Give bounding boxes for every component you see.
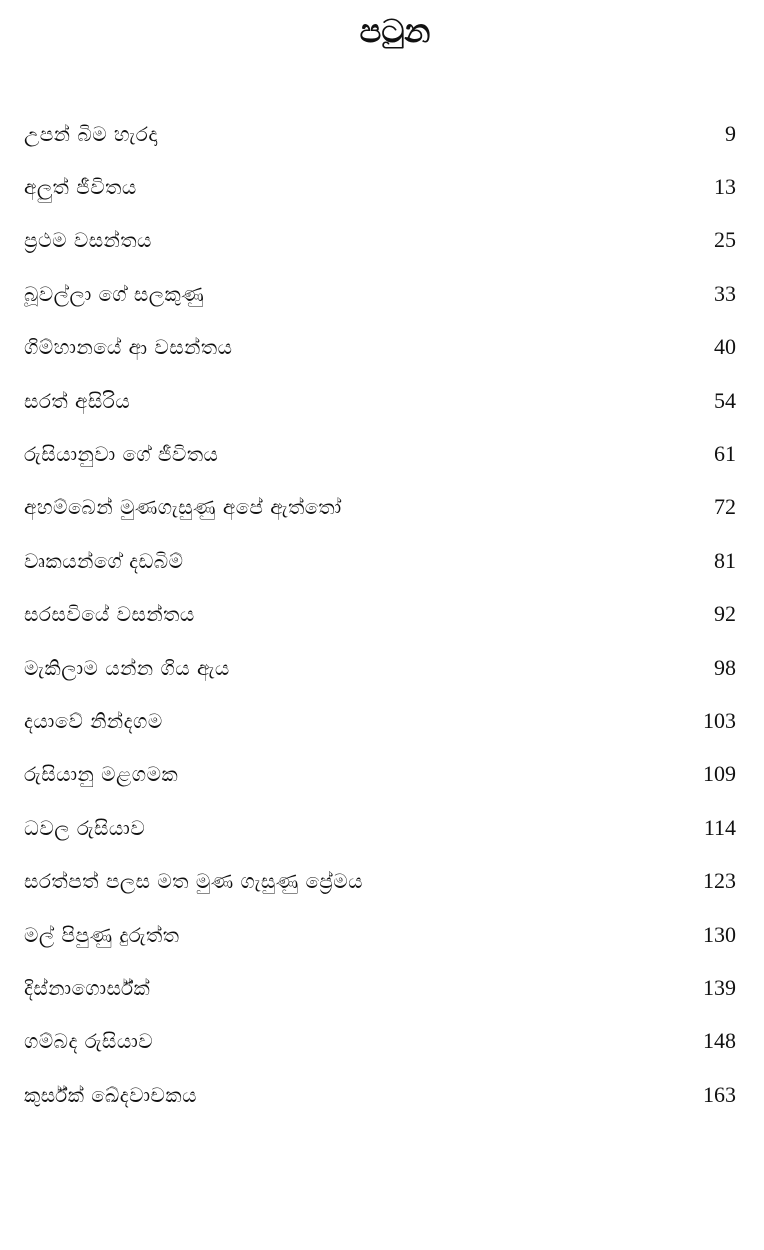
toc-entry-page: 130 xyxy=(703,921,736,947)
toc-entry-title: වෘකයන්ගේ දඩබිම් xyxy=(24,548,184,573)
toc-entry-title: සරත්පත් පලස මත මුණ ගැසුණු ප්‍රේමය xyxy=(24,869,364,894)
toc-entry-page: 25 xyxy=(714,227,736,253)
toc-entry xyxy=(24,694,736,747)
toc-entry xyxy=(24,481,736,534)
toc-entry xyxy=(24,160,736,213)
toc-entry-page: 98 xyxy=(714,654,736,680)
toc-entry-page: 109 xyxy=(703,761,736,787)
toc-entry xyxy=(24,908,736,961)
toc-entry-page: 148 xyxy=(703,1028,736,1054)
toc-entry-page: 33 xyxy=(714,280,736,306)
toc-entry-title: ධවල රුසියාව xyxy=(24,815,146,840)
toc-entry xyxy=(24,748,736,801)
toc-entry xyxy=(24,801,736,854)
toc-entry-title: රුසියානුවා ගේ ජීවිතය xyxy=(24,442,219,467)
toc-entry xyxy=(24,427,736,480)
toc-entry-title: රුසියානු මළගමක xyxy=(24,762,179,787)
toc-entry xyxy=(24,854,736,907)
toc-entry-title: ගිම්හානයේ ආ වසන්තය xyxy=(24,335,233,360)
toc-entry xyxy=(24,534,736,587)
toc-entry-page: 92 xyxy=(714,601,736,627)
toc-entry xyxy=(24,1068,736,1121)
toc-entry-page: 163 xyxy=(703,1081,736,1107)
toc-entry-page: 40 xyxy=(714,334,736,360)
toc-entry-title: දයාවේ නින්දගම xyxy=(24,708,163,733)
toc-entry xyxy=(24,107,736,160)
toc-entry-title: මල් පිපුණු දුරුත්ත xyxy=(24,922,180,947)
toc-entry-title: සරසවියේ වසන්තය xyxy=(24,602,195,627)
toc-entry-title: සරත් අසිරිය xyxy=(24,388,131,413)
toc-entry-page: 114 xyxy=(703,814,736,840)
toc-entry-page: 61 xyxy=(714,441,736,467)
toc-entry-page: 9 xyxy=(725,120,736,146)
page-title: පටුන xyxy=(359,12,431,50)
toc-entry-title: උපන් බිම හැරදා xyxy=(24,121,158,146)
table-of-contents xyxy=(24,107,736,1121)
toc-entry-title: අහම්බෙන් මුණගැසුණු අපේ ඇත්තෝ xyxy=(24,495,342,520)
toc-entry-page: 72 xyxy=(714,494,736,520)
toc-entry-title: බූවල්ලා ගේ සලකුණු xyxy=(24,281,205,306)
toc-entry-title: කුර්ස්ක් ඛේදවාචකය xyxy=(24,1082,198,1107)
toc-entry-page: 81 xyxy=(714,547,736,573)
toc-entry xyxy=(24,641,736,694)
toc-entry-title: අලුත් ජීවිතය xyxy=(24,175,137,200)
toc-entry-page: 139 xyxy=(703,974,736,1000)
toc-entry-page: 123 xyxy=(703,868,736,894)
toc-entry xyxy=(24,961,736,1014)
toc-entry-page: 13 xyxy=(714,174,736,200)
toc-entry-title: ගම්බද රුසියාව xyxy=(24,1029,154,1054)
toc-entry-page: 103 xyxy=(703,707,736,733)
toc-entry-title: මැකිලාම යන්න ගිය ඇය xyxy=(24,655,230,680)
toc-entry-page: 54 xyxy=(714,387,736,413)
toc-entry-title: ප්‍රථම වසන්තය xyxy=(24,228,152,253)
toc-entry xyxy=(24,214,736,267)
toc-entry xyxy=(24,267,736,320)
toc-entry xyxy=(24,588,736,641)
toc-entry xyxy=(24,374,736,427)
toc-entry xyxy=(24,1015,736,1068)
toc-entry xyxy=(24,321,736,374)
toc-entry-title: දිස්නාගොර්ස්ක් xyxy=(24,975,151,1000)
